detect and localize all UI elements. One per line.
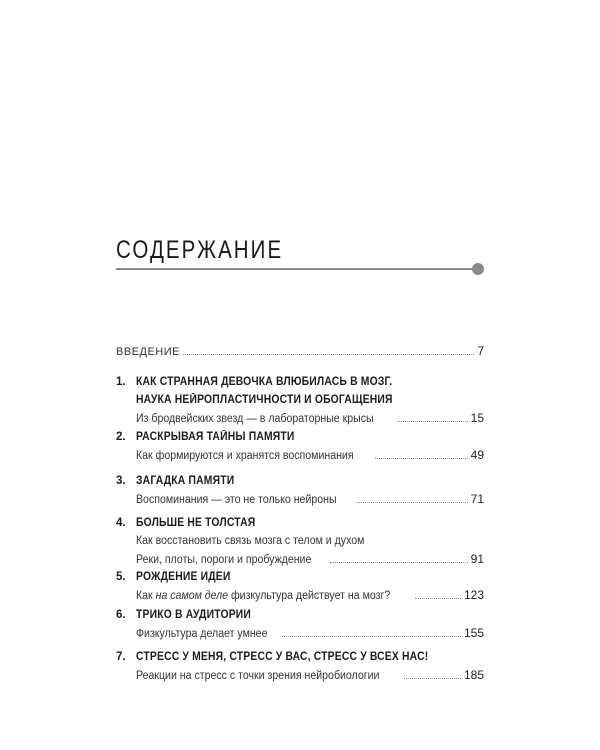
chapter-subtitle: Физкультура делает умнее xyxy=(136,628,268,640)
dot-leader xyxy=(375,457,467,459)
chapter-title: БОЛЬШЕ НЕ ТОЛСТАЯ xyxy=(136,517,256,529)
page-number: 185 xyxy=(463,668,484,682)
page-number: 91 xyxy=(470,552,484,566)
page-number: 155 xyxy=(463,626,484,640)
dot-leader xyxy=(397,420,467,422)
chapter-subtitle: Реакции на стресс с точки зрения нейробиологии xyxy=(136,670,380,682)
toc-chapter-7[interactable] xyxy=(116,648,484,684)
page-number: 49 xyxy=(470,448,484,462)
dot-leader xyxy=(282,635,461,637)
dot-leader xyxy=(404,677,461,679)
chapter-title: РАСКРЫВАЯ ТАЙНЫ ПАМЯТИ xyxy=(136,431,295,443)
chapter-subtitle-line1: Как восстановить связь мозга с телом и духом xyxy=(136,535,365,547)
toc-chapter-5[interactable] xyxy=(116,568,484,604)
toc-chapter-6[interactable] xyxy=(116,606,484,642)
chapter-subtitle: Воспоминания — это не только нейроны xyxy=(136,494,337,506)
chapter-title: КАК СТРАННАЯ ДЕВОЧКА ВЛЮБИЛАСЬ В МОЗГ. xyxy=(136,376,393,388)
toc-chapter-2[interactable] xyxy=(116,428,484,464)
toc-intro[interactable] xyxy=(116,342,484,360)
chapter-number: 3. xyxy=(116,475,126,487)
page-number: 71 xyxy=(470,492,484,506)
page-number: 123 xyxy=(463,588,484,602)
dot-leader xyxy=(183,353,474,355)
dot-leader xyxy=(415,597,461,599)
chapter-title: СТРЕСС У МЕНЯ, СТРЕСС У ВАС, СТРЕСС У ВСЕХ НАС! xyxy=(136,651,429,663)
subtitle-suffix: физкультура действует на мозг? xyxy=(228,590,391,602)
page-number: 7 xyxy=(477,344,484,358)
chapter-subtitle: Из бродвейских звезд — в лабораторные крысы xyxy=(136,413,374,425)
chapter-number: 1. xyxy=(116,376,126,388)
chapter-title-line2: НАУКА НЕЙРОПЛАСТИЧНОСТИ И ОБОГАЩЕНИЯ xyxy=(136,394,393,406)
toc-chapter-1[interactable] xyxy=(116,373,484,427)
chapter-number: 5. xyxy=(116,571,126,583)
chapter-title: ТРИКО В АУДИТОРИИ xyxy=(136,609,252,621)
dot-leader xyxy=(330,561,468,563)
toc-chapter-3[interactable] xyxy=(116,472,484,508)
chapter-number: 4. xyxy=(116,517,126,529)
intro-label: ВВЕДЕНИЕ xyxy=(116,346,180,358)
heading-rule-dot xyxy=(472,263,484,275)
subtitle-prefix: Как xyxy=(136,590,156,602)
heading-rule xyxy=(116,268,478,270)
page-title: СОДЕРЖАНИЕ xyxy=(116,236,284,264)
toc-chapter-4[interactable] xyxy=(116,514,484,568)
subtitle-emphasis: на самом деле xyxy=(155,590,229,602)
dot-leader xyxy=(357,501,468,503)
chapter-title: ЗАГАДКА ПАМЯТИ xyxy=(136,475,235,487)
page-number: 15 xyxy=(470,411,484,425)
chapter-subtitle xyxy=(136,587,390,605)
chapter-number: 2. xyxy=(116,431,126,443)
chapter-subtitle: Реки, плоты, пороги и пробуждение xyxy=(136,554,312,566)
chapter-number: 6. xyxy=(116,609,126,621)
chapter-number: 7. xyxy=(116,651,126,663)
chapter-subtitle: Как формируются и хранятся воспоминания xyxy=(136,450,354,462)
chapter-title: РОЖДЕНИЕ ИДЕИ xyxy=(136,571,231,583)
